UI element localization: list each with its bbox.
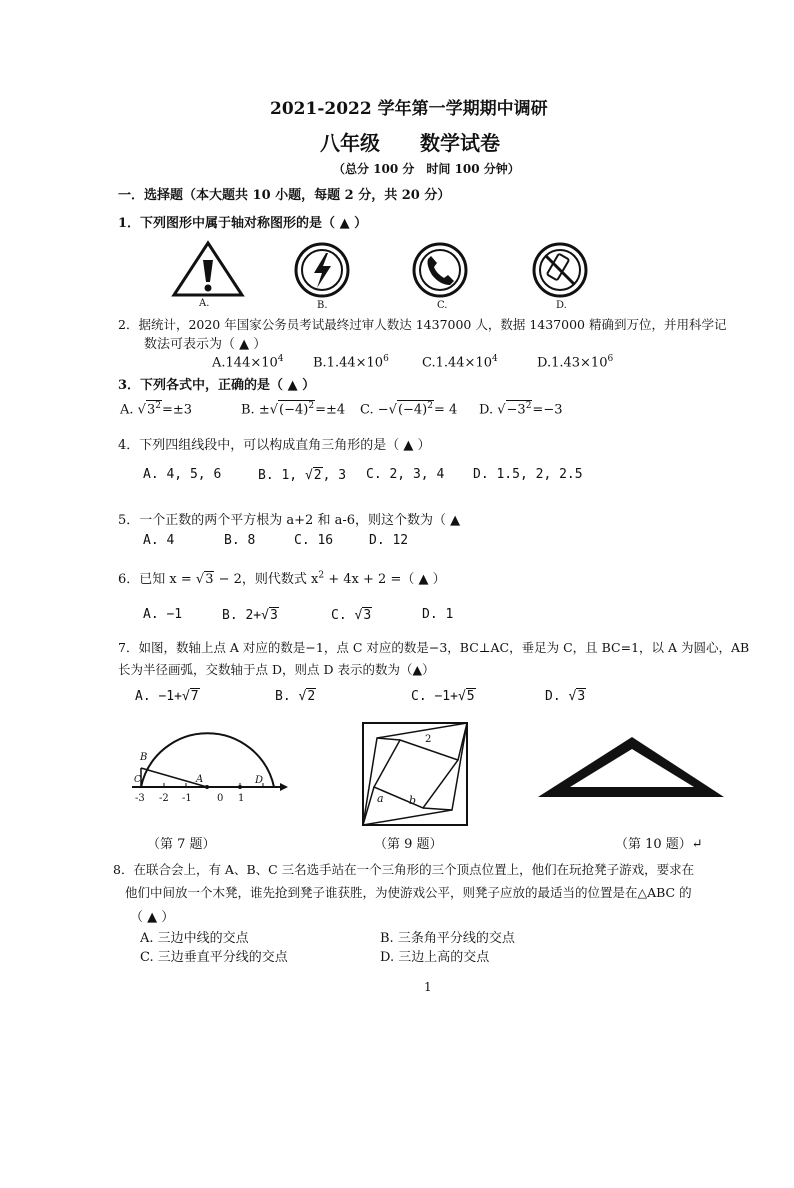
q5-option-b: B. 8 [224,533,256,548]
q1-stem: 1．下列图形中属于轴对称图形的是（ ▲ ） [118,216,368,231]
fig7-tick-label: 1 [238,793,245,804]
fig7-tick-label: -2 [159,793,169,804]
q7-option-b: B. √2 [275,689,316,704]
fig9-label-b: b [409,794,417,807]
fig7-label-d: D [255,775,264,786]
telephone-sign-icon [410,241,470,299]
q8-stem-line3: （ ▲ ） [130,910,175,925]
q8-option-a: A. 三边中线的交点 [140,931,249,946]
q2-stem-line2: 数法可表示为（ ▲ ） [144,337,267,352]
q6-option-c: C. √3 [331,608,372,623]
q6-option-b: B. 2+√3 [222,608,278,623]
figure-7-number-line [128,725,288,810]
q7-stem-line1: 7．如图，数轴上点 A 对应的数是−1，点 C 对应的数是−3，BC⊥AC，垂足为 C，且 BC=1，以 A 为圆心，AB [118,640,750,655]
fig7-label-c: C [134,775,141,785]
q4-option-d: D. 1.5, 2, 2.5 [473,467,583,482]
fig7-tick-label: -1 [182,793,192,804]
q2-option-b: $B.1.44\times 10^6$ [313,354,389,371]
q3-option-b: B. $\pm√(-4)^2=\pm 4$ [241,401,346,418]
figure-10-triangle-ruler [536,735,726,800]
q8-option-c: C. 三边垂直平分线的交点 [140,950,288,965]
q2-stem-line1: 2．据统计，2020 年国家公务员考试最终过审人数达 1437000 人，数据 1437000 精确到万位，并用科学记 [118,317,727,332]
fig10-caption: （第 10 题）↵ [615,837,703,852]
exam-meta: （总分 100 分 时间 100 分钟） [333,162,520,176]
q5-option-d: D. 12 [369,533,409,548]
q7-option-c: C. −1+√5 [411,689,475,704]
q1-label-d: D. [556,300,567,311]
q8-stem-line1: 8．在联合会上，有 A、B、C 三名选手站在一个三角形的三个顶点位置上，他们在玩抢凳子游戏，要求在 [113,862,695,877]
fig7-label-a: A [196,774,204,785]
q7-option-a: A. −1+√7 [135,689,199,704]
fig7-caption: （第 7 题） [147,837,216,852]
q3-option-d: D. $√-3^2=-3$ [479,401,563,418]
warning-sign-icon [172,240,244,300]
q4-option-a: A. 4, 5, 6 [143,467,222,482]
q4-option-b: B. 1, √2, 3 [258,468,347,483]
q4-option-c: C. 2, 3, 4 [366,467,445,482]
figure-9-square-diagram [362,722,468,826]
fig9-label-top: 2 [425,734,432,745]
electricity-sign-icon [292,241,352,299]
q3-stem: 3．下列各式中，正确的是（ ▲ ） [118,378,316,393]
fig9-label-a: a [377,792,384,805]
q1-label-b: B. [317,300,328,311]
q2-option-d: $D.1.43\times 10^6$ [537,354,614,371]
q7-stem-line2: 长为半径画弧，交数轴于点 D，则点 D 表示的数为（▲） [118,662,435,677]
exam-subject: 八年级 数学试卷 [320,131,500,155]
q2-option-a: $A.144\times 10^4$ [212,354,284,371]
q5-stem: 5．一个正数的两个平方根为 a+2 和 a-6，则这个数为（ ▲ [118,513,461,528]
section-heading: 一．选择题（本大题共 10 小题，每题 2 分，共 20 分） [118,188,451,203]
q6-option-d: D. 1 [422,607,454,622]
q3-option-a: A. $√3^2=\pm 3$ [120,401,193,418]
q5-option-a: A. 4 [143,533,175,548]
no-phone-sign-icon [530,241,590,299]
q6-stem: 6．已知 x = √3 − 2，则代数式 $x^2 + 4x + 2$ =（ ▲ ） [118,570,446,587]
fig7-tick-label: 0 [217,793,224,804]
q1-label-c: C. [437,300,448,311]
page-number: 1 [424,980,432,994]
fig7-label-b: B [140,752,148,763]
q5-option-c: C. 16 [294,533,334,548]
q4-stem: 4．下列四组线段中，可以构成直角三角形的是（ ▲ ） [118,438,431,453]
q8-stem-line2: 他们中间放一个木凳，谁先抢到凳子谁获胜，为使游戏公平，则凳子应放的最适当的位置是在△ABC 的 [125,885,692,900]
q2-option-c: $C.1.44\times 10^4$ [422,354,498,371]
q1-label-a: A. [199,298,210,309]
q8-option-d: D. 三边上高的交点 [380,950,490,965]
fig7-tick-label: -3 [135,793,145,804]
q6-option-a: A. −1 [143,607,183,622]
q3-option-c: C. $-√(-4)^2= 4$ [360,401,458,418]
exam-title: 2021-2022 学年第一学期期中调研 [270,99,548,119]
q8-option-b: B. 三条角平分线的交点 [380,931,515,946]
fig9-caption: （第 9 题） [374,837,443,852]
q7-option-d: D. √3 [545,689,586,704]
